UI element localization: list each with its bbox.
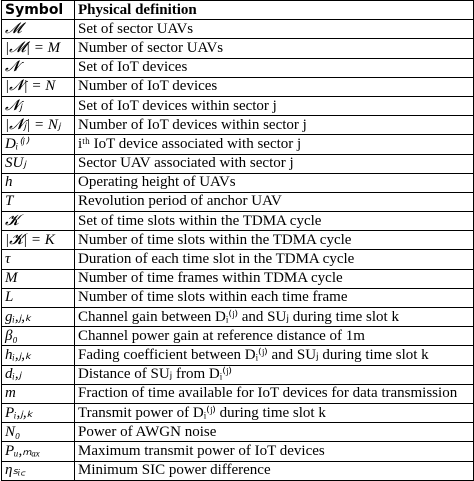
- symbol-cell: |𝓜| = M: [2, 39, 75, 58]
- definition-cell: Distance of SUⱼ from Dᵢ⁽ʲ⁾: [75, 365, 474, 384]
- symbol-cell: Pᵢ,ⱼ,ₖ: [2, 403, 75, 422]
- table-row: [2, 58, 474, 77]
- definition-cell: iᵗʰ IoT device associated with sector j: [75, 135, 474, 154]
- symbol-cell: N₀: [2, 423, 75, 442]
- notation-table: [1, 0, 474, 481]
- definition-cell: Set of IoT devices within sector j: [75, 96, 474, 115]
- table-row: [2, 20, 474, 39]
- definition-cell: Set of IoT devices: [75, 58, 474, 77]
- table-row: [2, 365, 474, 384]
- definition-cell: Sector UAV associated with sector j: [75, 154, 474, 173]
- definition-cell: Set of time slots within the TDMA cycle: [75, 212, 474, 231]
- header-row: [2, 1, 474, 20]
- symbol-cell: dᵢ,ⱼ: [2, 365, 75, 384]
- symbol-cell: h: [2, 173, 75, 192]
- table-row: [2, 39, 474, 58]
- table-row: [2, 173, 474, 192]
- table-row: [2, 327, 474, 346]
- table-row: [2, 384, 474, 403]
- table-row: [2, 192, 474, 211]
- symbol-cell: 𝓝: [2, 58, 75, 77]
- symbol-header: Symbol: [2, 1, 75, 20]
- symbol-cell: ηₛᵢ꜀: [2, 461, 75, 480]
- symbol-cell: 𝓚: [2, 212, 75, 231]
- table-row: [2, 77, 474, 96]
- definition-cell: Minimum SIC power difference: [75, 461, 474, 480]
- symbol-cell: 𝓜: [2, 20, 75, 39]
- definition-cell: Transmit power of Dᵢ⁽ʲ⁾ during time slot k: [75, 403, 474, 422]
- table-row: [2, 346, 474, 365]
- definition-cell: Operating height of UAVs: [75, 173, 474, 192]
- table-row: [2, 231, 474, 250]
- table-row: [2, 403, 474, 422]
- table-row: [2, 461, 474, 480]
- symbol-cell: τ: [2, 250, 75, 269]
- table-row: [2, 269, 474, 288]
- table-row: [2, 96, 474, 115]
- symbol-cell: β₀: [2, 327, 75, 346]
- definition-cell: Number of time slots within each time frame: [75, 288, 474, 307]
- symbol-cell: Pᵤ,ₘₐₓ: [2, 442, 75, 461]
- symbol-cell: hᵢ,ⱼ,ₖ: [2, 346, 75, 365]
- definition-cell: Power of AWGN noise: [75, 423, 474, 442]
- definition-cell: Number of IoT devices: [75, 77, 474, 96]
- symbol-cell: |𝓝ⱼ| = Nⱼ: [2, 116, 75, 135]
- definition-cell: Duration of each time slot in the TDMA cycle: [75, 250, 474, 269]
- definition-cell: Set of sector UAVs: [75, 20, 474, 39]
- symbol-cell: |𝓝| = N: [2, 77, 75, 96]
- definition-header: Physical definition: [75, 1, 474, 20]
- table-row: [2, 116, 474, 135]
- symbol-cell: L: [2, 288, 75, 307]
- table-row: [2, 212, 474, 231]
- symbol-cell: M: [2, 269, 75, 288]
- symbol-cell: SUⱼ: [2, 154, 75, 173]
- table-row: [2, 135, 474, 154]
- symbol-cell: T: [2, 192, 75, 211]
- symbol-cell: 𝓝ⱼ: [2, 96, 75, 115]
- definition-cell: Channel gain between Dᵢ⁽ʲ⁾ and SUⱼ during time slot k: [75, 308, 474, 327]
- symbol-cell: Dᵢ⁽ʲ⁾: [2, 135, 75, 154]
- table-row: [2, 288, 474, 307]
- table-row: [2, 308, 474, 327]
- definition-cell: Number of time frames within TDMA cycle: [75, 269, 474, 288]
- definition-cell: Maximum transmit power of IoT devices: [75, 442, 474, 461]
- table-row: [2, 442, 474, 461]
- definition-cell: Number of sector UAVs: [75, 39, 474, 58]
- symbol-cell: m: [2, 384, 75, 403]
- symbol-cell: gᵢ,ⱼ,ₖ: [2, 308, 75, 327]
- definition-cell: Fading coefficient between Dᵢ⁽ʲ⁾ and SUⱼ during time slot k: [75, 346, 474, 365]
- table-row: [2, 250, 474, 269]
- definition-cell: Fraction of time available for IoT devices for data transmission: [75, 384, 474, 403]
- symbol-cell: |𝓚| = K: [2, 231, 75, 250]
- definition-cell: Channel power gain at reference distance of 1m: [75, 327, 474, 346]
- definition-cell: Revolution period of anchor UAV: [75, 192, 474, 211]
- table-row: [2, 154, 474, 173]
- definition-cell: Number of time slots within the TDMA cycle: [75, 231, 474, 250]
- table-row: [2, 423, 474, 442]
- definition-cell: Number of IoT devices within sector j: [75, 116, 474, 135]
